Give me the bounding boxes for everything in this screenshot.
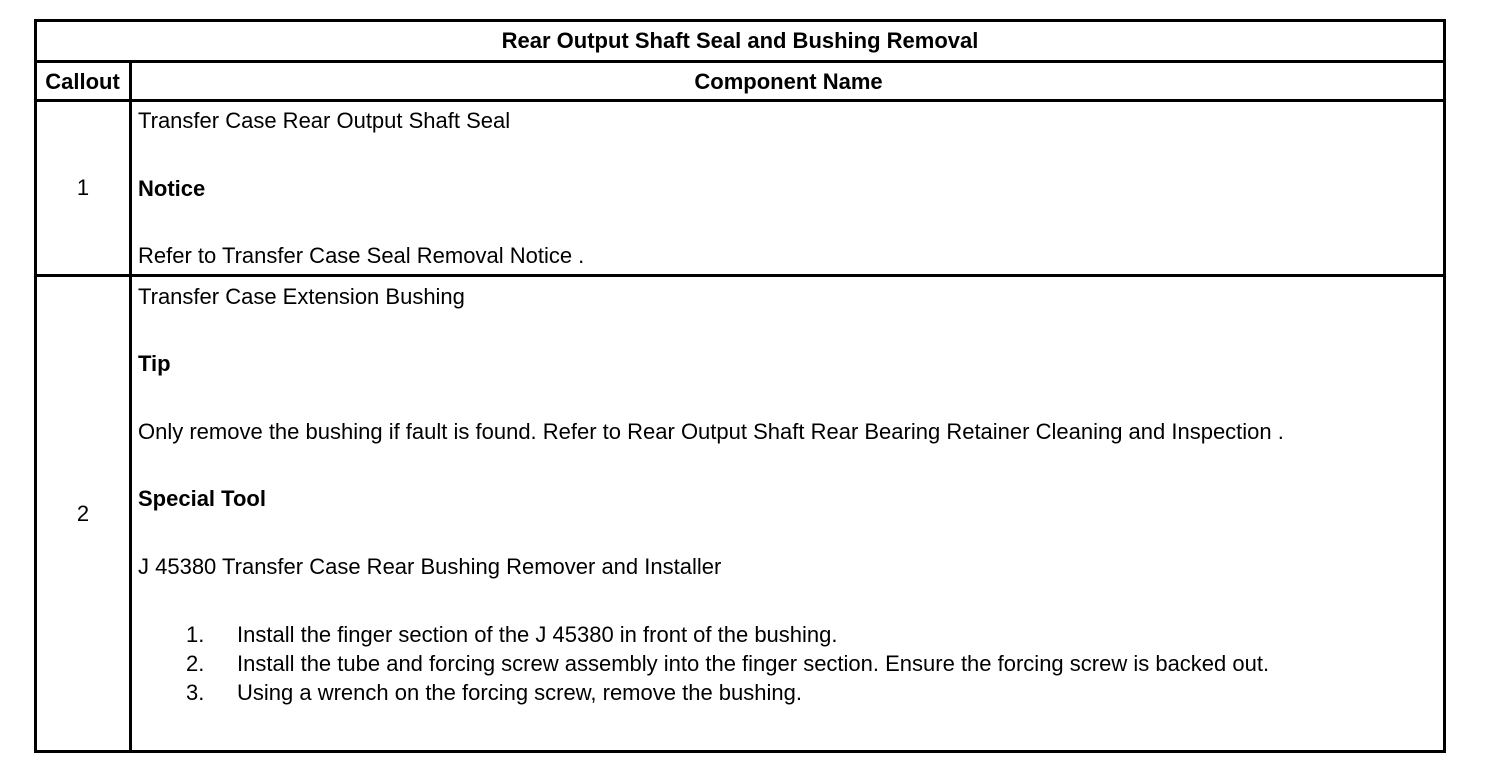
row2-component-name: Transfer Case Extension Bushing [138, 284, 465, 309]
step-text: Install the tube and forcing screw assembly into the finger section. Ensure the forcing screw is backed out. [237, 651, 1270, 676]
row1-callout: 1 [76, 175, 90, 200]
row1-notice-heading: Notice [138, 176, 206, 201]
step-number: 3. [186, 680, 205, 705]
row2-tip-heading: Tip [138, 351, 171, 376]
table-border-column-divider [129, 60, 132, 753]
table-title: Rear Output Shaft Seal and Bushing Removal [501, 27, 979, 53]
header-callout: Callout [45, 68, 120, 94]
row1-component-name: Transfer Case Rear Output Shaft Seal [138, 108, 511, 133]
step-number: 1. [186, 622, 205, 647]
table-border-row1-bottom [34, 274, 1446, 277]
header-component-name: Component Name [694, 68, 883, 94]
table-border-bottom [34, 750, 1446, 753]
table-border-right [1443, 19, 1446, 753]
row2-special-tool-text: J 45380 Transfer Case Rear Bushing Remover and Installer [138, 554, 722, 579]
row2-special-tool-heading: Special Tool [138, 486, 266, 511]
step-text: Install the finger section of the J 45380 in front of the bushing. [237, 622, 838, 647]
row2-tip-text: Only remove the bushing if fault is found. Refer to Rear Output Shaft Rear Bearing Retainer Cleaning and Inspection . [138, 419, 1284, 444]
row2-callout: 2 [76, 500, 90, 526]
procedure-table [34, 19, 1446, 753]
step-number: 2. [186, 651, 205, 676]
step-text: Using a wrench on the forcing screw, remove the bushing. [237, 680, 802, 705]
row1-notice-text: Refer to Transfer Case Seal Removal Notice . [138, 243, 585, 268]
